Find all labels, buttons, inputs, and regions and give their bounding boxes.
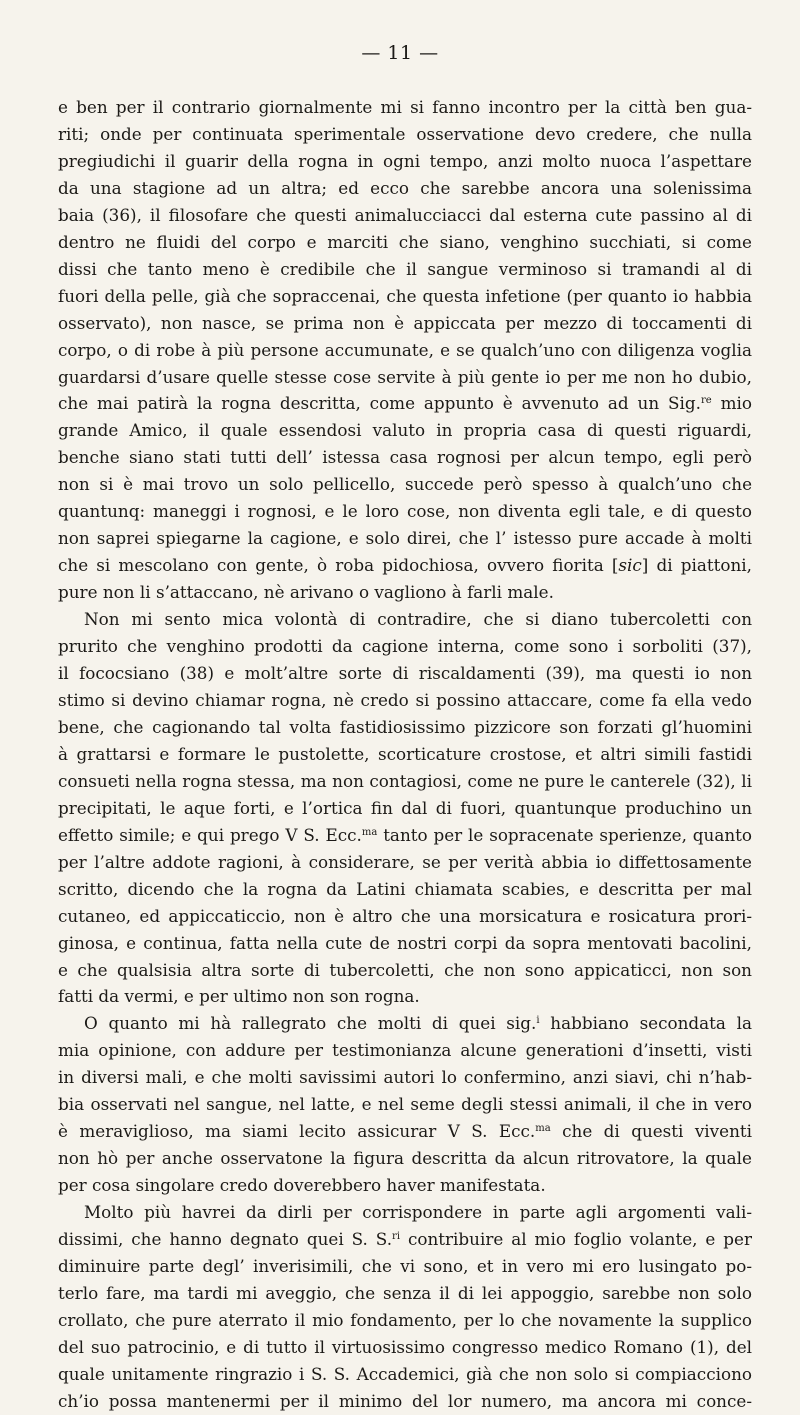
text-line: da una stagione ad un altra; ed ecco che sarebbe ancora una solenissima (58, 177, 752, 198)
text-line: e ben per il contrario giornalmente mi si fanno incontro per la città ben gua- (58, 97, 752, 117)
text-line: diminuire parte degl’ inverisimili, che vi sono, et in vero mi ero lusingato po- (58, 1255, 752, 1276)
text-line: bia osservati nel sangue, nel latte, e nel seme degli stessi animali, il che in vero (58, 1094, 752, 1115)
text-line: guardarsi d’usare quelle stesse cose servite à più gente io per me non ho dubio, (58, 366, 752, 387)
text-line: consueti nella rogna stessa, ma non contagiosi, come ne pure le canterele (32), li (58, 770, 752, 791)
text-line: pure non li s’attaccano, nè arivano o vagliono à farli male. (58, 582, 554, 603)
text-line: fuori della pelle, già che sopraccenai, che questa infetione (per quanto io habbia (58, 285, 752, 306)
text-line: non saprei spiegarne la cagione, e solo direi, che l’ istesso pure accade à molti (58, 528, 752, 549)
text-line: bene, che cagionando tal volta fastidiosissimo pizzicore son forzati gl’huomini (58, 716, 752, 737)
text-line: che si mescolano con gente, ò roba pidochiosa, ovvero fiorita [sic] di piattoni, (58, 555, 752, 576)
text-line: effetto simile; e qui prego V S. Ecc.$^{ma}$ tanto per le sopracenate sperienze, quanto (58, 824, 752, 845)
text-line: del suo patrocinio, e di tutto il virtuosissimo congresso medico Romano (1), del (58, 1336, 752, 1357)
page-number: — 11 — (361, 42, 439, 64)
text-line: dentro ne fluidi del corpo e marciti che siano, venghino succhiati, si come (58, 231, 752, 252)
text-line: quale unitamente ringrazio i S. S. Accademici, già che non solo si compiacciono (58, 1363, 752, 1384)
text-line: non hò per anche osservatone la figura descritta da alcun ritrovatore, la quale (58, 1148, 752, 1169)
text-line: per cosa singolare credo doverebbero haver manifestata. (58, 1175, 546, 1196)
text-line: il fococsiano (38) e molt’altre sorte di riscaldamenti (39), ma questi io non (58, 663, 752, 684)
text-line: fatti da vermi, e per ultimo non son rogna. (58, 986, 420, 1007)
text-line: osservato), non nasce, se prima non è appiccata per mezzo di toccamenti di (58, 312, 752, 333)
text-line: Molto più havrei da dirli per corrispondere in parte agli argomenti vali- (84, 1202, 752, 1223)
text-line: per l’altre addote ragioni, à considerare, se per verità abbia io diffettosamente (58, 851, 752, 872)
text-line: e che qualsisia altra sorte di tubercoletti, che non sono appicaticci, non son (58, 959, 752, 980)
text-line: mia opinione, con addure per testimonianza alcune generationi d’insetti, visti (58, 1040, 752, 1061)
text-line: prurito che venghino prodotti da cagione interna, come sono i sorboliti (37), (58, 636, 752, 657)
text-line: corpo, o di robe à più persone accumunate, e se qualch’uno con diligenza voglia (58, 339, 752, 360)
text-line: dissi che tanto meno è credibile che il sangue verminoso si tramandi al di (58, 258, 752, 279)
text-line: è meraviglioso, ma siami lecito assicurar V S. Ecc.$^{ma}$ che di questi viventi (58, 1121, 752, 1142)
text-line: ch’io possa mantenermi per il minimo del lor numero, ma ancora mi conce- (58, 1390, 752, 1411)
text-line: cutaneo, ed appiccaticcio, non è altro che una morsicatura e rosicatura prori- (58, 905, 752, 926)
text-line: O quanto mi hà rallegrato che molti di quei sig.$^i$ habbiano secondata la (84, 1013, 752, 1034)
text-line: quantunq: maneggi i rognosi, e le loro cose, non diventa egli tale, e di questo (58, 501, 752, 522)
text-line: dissimi, che hanno degnato quei S. S.$^{ri}$ contribuire al mio foglio volante, e per (58, 1229, 752, 1250)
text-line: ginosa, e continua, fatta nella cute de nostri corpi da sopra mentovati bacolini, (58, 932, 752, 953)
text-line: precipitati, le aque forti, e l’ortica fin dal di fuori, quantunque produchino un (58, 797, 752, 818)
text-line: non si è mai trovo un solo pellicello, succede però spesso à qualch’uno che (58, 474, 752, 495)
paragraph (58, 606, 752, 1010)
body-text (58, 94, 752, 1415)
text-line: Non mi sento mica volontà di contradire, che si diano tubercoletti con (84, 609, 752, 630)
paragraph (58, 1199, 752, 1415)
text-line: crollato, che pure aterrato il mio fondamento, per lo che novamente la supplico (58, 1309, 752, 1330)
text-line: riti; onde per continuata sperimentale osservatione devo credere, che nulla (58, 123, 752, 144)
text-line: che mai patirà la rogna descritta, come appunto è avvenuto ad un Sig.$^{re}$ mio (58, 393, 752, 414)
text-line: in diversi mali, e che molti savissimi autori lo confermino, anzi siavi, chi n’hab- (58, 1067, 752, 1088)
text-line: benche siano stati tutti dell’ istessa casa rognosi per alcun tempo, egli però (58, 447, 752, 468)
paragraph (58, 94, 752, 606)
text-line: stimo si devino chiamar rogna, nè credo si possino attaccare, come fa ella vedo (58, 689, 752, 710)
text-line: terlo fare, ma tardi mi aveggio, che senza il di lei appoggio, sarebbe non solo (58, 1282, 752, 1303)
text-line: scritto, dicendo che la rogna da Latini chiamata scabies, e descritta per mal (58, 878, 752, 899)
text-line: grande Amico, il quale essendosi valuto in propria casa di questi riguardi, (58, 420, 752, 441)
text-line: baia (36), il filosofare che questi animalucciacci dal esterna cute passino al di (58, 204, 752, 225)
text-line: à grattarsi e formare le pustolette, scorticature crostose, et altri simili fastidi (58, 743, 752, 764)
paragraph (58, 1010, 752, 1199)
text-line: pregiudichi il guarir della rogna in ogni tempo, anzi molto nuoca l’aspettare (58, 150, 752, 171)
